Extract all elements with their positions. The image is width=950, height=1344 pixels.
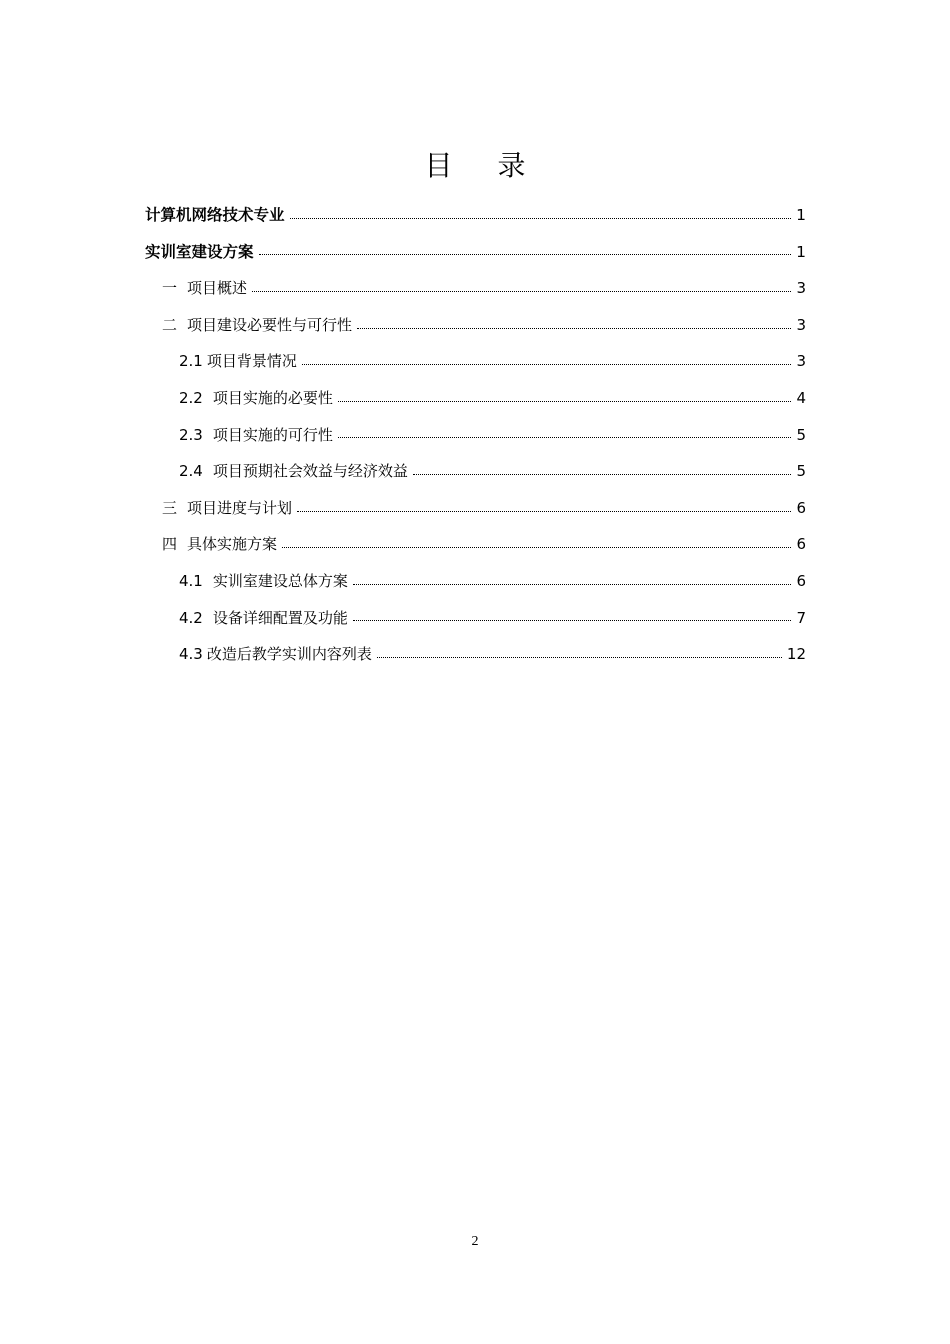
toc-entry[interactable] bbox=[145, 307, 806, 344]
toc-leader-dots bbox=[413, 462, 792, 475]
toc-entry[interactable] bbox=[145, 343, 806, 380]
toc-entry-text: 项目背景情况 bbox=[206, 352, 297, 371]
toc-entry-text: 设备详细配置及功能 bbox=[212, 608, 348, 627]
toc-entry-text: 项目概述 bbox=[187, 279, 248, 298]
toc-entry-page: 1 bbox=[796, 206, 806, 224]
toc-entry-page: 1 bbox=[796, 242, 806, 261]
toc-entry-number: 2.1 bbox=[179, 352, 203, 371]
toc-leader-dots bbox=[302, 352, 792, 365]
toc-leader-dots bbox=[353, 608, 792, 621]
toc-entry-number: 2.3 bbox=[179, 425, 203, 444]
toc-entry-number: 2.2 bbox=[179, 388, 203, 407]
toc-entry[interactable] bbox=[145, 490, 806, 527]
toc-leader-dots bbox=[357, 316, 791, 329]
toc-entry-text: 项目实施的必要性 bbox=[212, 388, 333, 407]
page-number: 2 bbox=[471, 1234, 479, 1249]
toc-entry-number: 4.3 bbox=[179, 645, 203, 664]
toc-entry[interactable] bbox=[145, 600, 806, 637]
toc-entry-number: 二 bbox=[162, 315, 178, 334]
toc-entry-number: 4.1 bbox=[179, 571, 203, 590]
toc-entry-page: 6 bbox=[796, 498, 806, 517]
toc-entry-text: 计算机网络技术专业 bbox=[145, 206, 285, 224]
toc-entry[interactable] bbox=[145, 380, 806, 417]
toc-entry-page: 12 bbox=[786, 645, 806, 664]
toc-leader-dots bbox=[259, 242, 792, 255]
toc-entry[interactable] bbox=[145, 197, 806, 234]
toc-leader-dots bbox=[353, 572, 792, 585]
toc-entry-page: 5 bbox=[796, 462, 806, 481]
toc-entry-text: 实训室建设方案 bbox=[145, 242, 254, 261]
toc-title: 目 录 bbox=[424, 149, 544, 182]
toc-entry-number: 一 bbox=[162, 279, 178, 298]
toc-entry-page: 3 bbox=[796, 279, 806, 298]
toc-entry[interactable] bbox=[145, 234, 806, 271]
toc-leader-dots bbox=[338, 389, 792, 402]
toc-entry-page: 3 bbox=[796, 315, 806, 334]
toc-entry-page: 3 bbox=[796, 352, 806, 371]
toc-entry[interactable] bbox=[145, 417, 806, 454]
toc-entry-text: 项目预期社会效益与经济效益 bbox=[212, 462, 408, 481]
toc-entry-page: 5 bbox=[796, 425, 806, 444]
toc-entry-page: 6 bbox=[796, 571, 806, 590]
toc-leader-dots bbox=[297, 499, 791, 512]
toc-leader-dots bbox=[338, 425, 792, 438]
toc-leader-dots bbox=[252, 279, 791, 292]
toc-entry-page: 7 bbox=[796, 608, 806, 627]
toc-entry-text: 具体实施方案 bbox=[187, 535, 278, 554]
toc-entry-number: 2.4 bbox=[179, 462, 203, 481]
toc-entry[interactable] bbox=[145, 453, 806, 490]
toc-entry-page: 6 bbox=[796, 535, 806, 554]
toc-entry-page: 4 bbox=[796, 388, 806, 407]
toc-entry-number: 四 bbox=[162, 535, 178, 554]
toc-entry-text: 项目实施的可行性 bbox=[212, 425, 333, 444]
toc-entry[interactable] bbox=[145, 526, 806, 563]
toc-leader-dots bbox=[377, 645, 782, 658]
toc-list bbox=[145, 197, 806, 673]
toc-entry[interactable] bbox=[145, 636, 806, 673]
toc-entry-number: 4.2 bbox=[179, 608, 203, 627]
toc-entry[interactable] bbox=[145, 563, 806, 600]
toc-entry-text: 项目进度与计划 bbox=[187, 498, 293, 517]
toc-entry-text: 项目建设必要性与可行性 bbox=[187, 315, 353, 334]
toc-entry[interactable] bbox=[145, 270, 806, 307]
toc-entry-text: 实训室建设总体方案 bbox=[212, 571, 348, 590]
toc-leader-dots bbox=[282, 535, 791, 548]
toc-entry-number: 三 bbox=[162, 498, 178, 517]
toc-leader-dots bbox=[290, 206, 792, 219]
toc-entry-text: 改造后教学实训内容列表 bbox=[206, 645, 372, 664]
